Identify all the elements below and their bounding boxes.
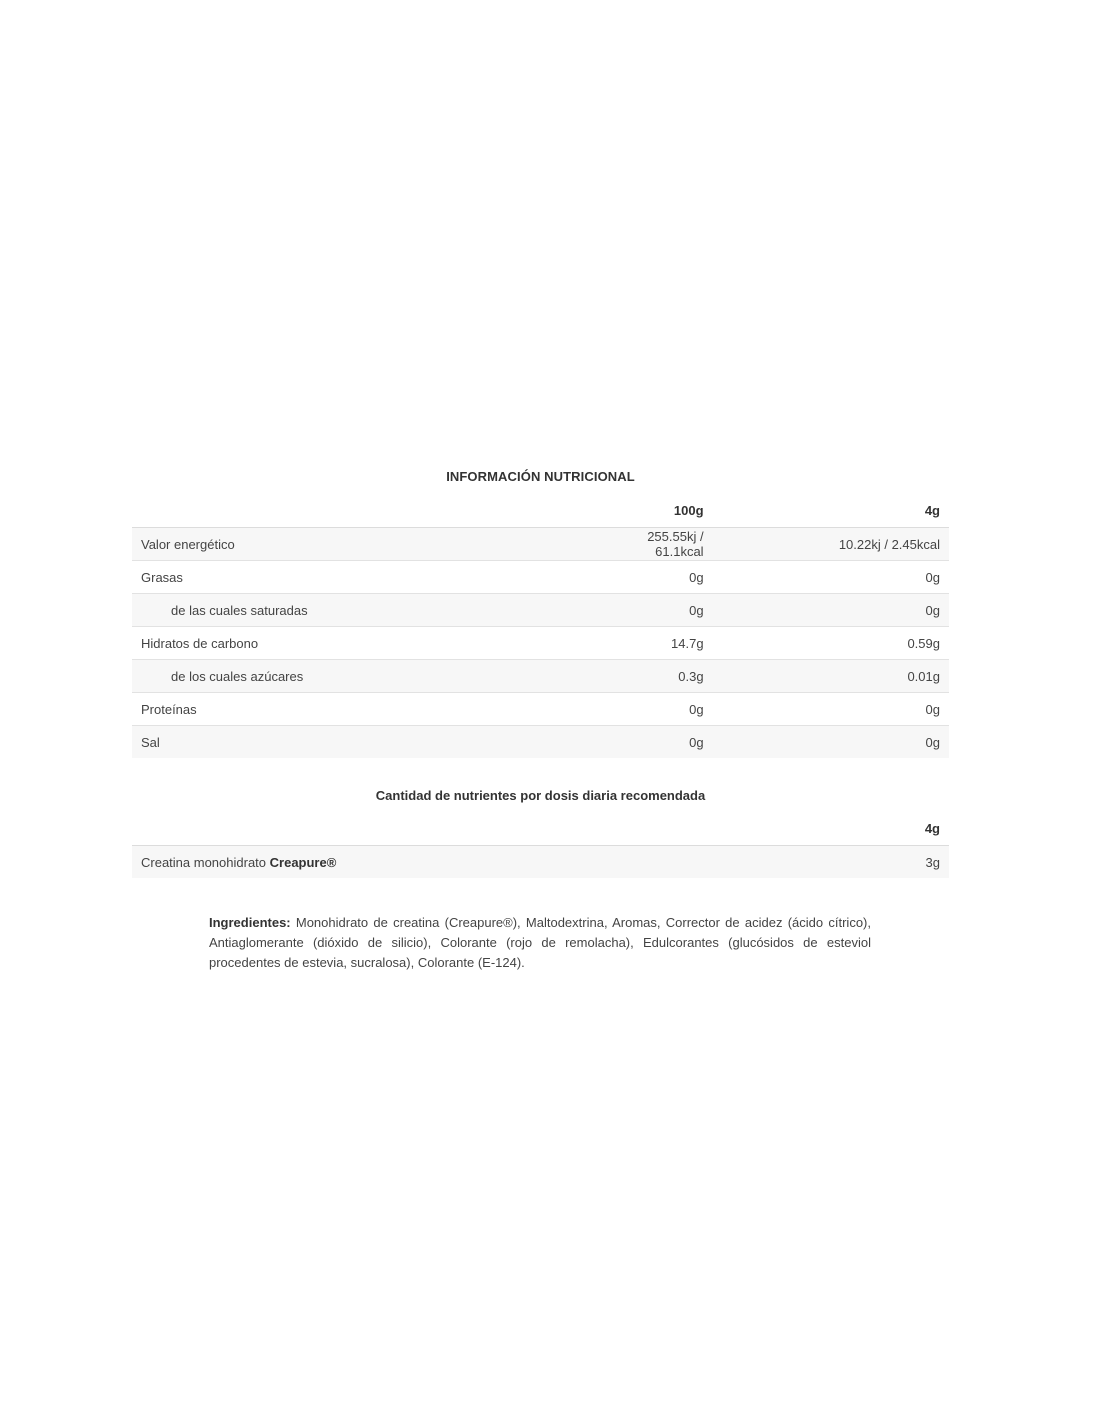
ingredients-text: Monohidrato de creatina (Creapure®), Maltodextrina, Aromas, Corrector de acidez (ácido cítrico), Antiaglomerante (dióxido de silicio), Colorante (rojo de remolacha), Edulcorantes (glucósidos de esteviol procedentes de estevia, sucralosa), Colorante (E-124). (209, 915, 871, 970)
ingredients-paragraph (209, 913, 871, 973)
dose-header-row (132, 812, 949, 846)
header-4g: 4g (850, 812, 949, 846)
table-row (132, 594, 949, 627)
nutrient-name: Grasas (132, 561, 588, 594)
value-100g: 0g (588, 594, 712, 627)
value-4g: 0.59g (713, 627, 949, 660)
value-4g: 0.01g (713, 660, 949, 693)
nutrient-name: Hidratos de carbono (132, 627, 588, 660)
nutrient-name (132, 846, 850, 879)
value-100g: 0g (588, 561, 712, 594)
table-row (132, 561, 949, 594)
value-100g: 0.3g (588, 660, 712, 693)
value-4g: 0g (713, 693, 949, 726)
header-blank (132, 812, 850, 846)
nutrient-name: de las cuales saturadas (132, 594, 588, 627)
nutrition-header-row (132, 494, 949, 528)
table-row (132, 627, 949, 660)
table-row (132, 528, 949, 561)
ingredients-label: Ingredientes: (209, 915, 291, 930)
nutrient-name-text: Creatina monohidrato (141, 854, 270, 870)
value-100g: 0g (588, 693, 712, 726)
nutrient-name: Sal (132, 726, 588, 759)
value-100g: 255.55kj / 61.1kcal (588, 528, 712, 561)
nutrient-name: Proteínas (132, 693, 588, 726)
table-row (132, 726, 949, 759)
header-nutrient (132, 494, 588, 528)
value-4g: 0g (713, 594, 949, 627)
nutrition-title: INFORMACIÓN NUTRICIONAL (446, 469, 635, 484)
header-4g: 4g (713, 494, 949, 528)
value-4g: 0g (713, 561, 949, 594)
brand-name: Creapure® (269, 854, 337, 870)
table-row (132, 693, 949, 726)
nutrient-name: de los cuales azúcares (132, 660, 588, 693)
value-100g: 0g (588, 726, 712, 759)
value-4g: 0g (713, 726, 949, 759)
table-row (132, 660, 949, 693)
nutrient-name: Valor energético (132, 528, 588, 561)
header-100g: 100g (588, 494, 712, 528)
nutrition-table (132, 494, 949, 758)
dose-table (132, 812, 949, 878)
value-4g: 10.22kj / 2.45kcal (713, 528, 949, 561)
dose-title: Cantidad de nutrientes por dosis diaria recomendada (375, 788, 706, 803)
value-100g: 14.7g (588, 627, 712, 660)
table-row (132, 846, 949, 879)
value-4g: 3g (850, 846, 949, 879)
